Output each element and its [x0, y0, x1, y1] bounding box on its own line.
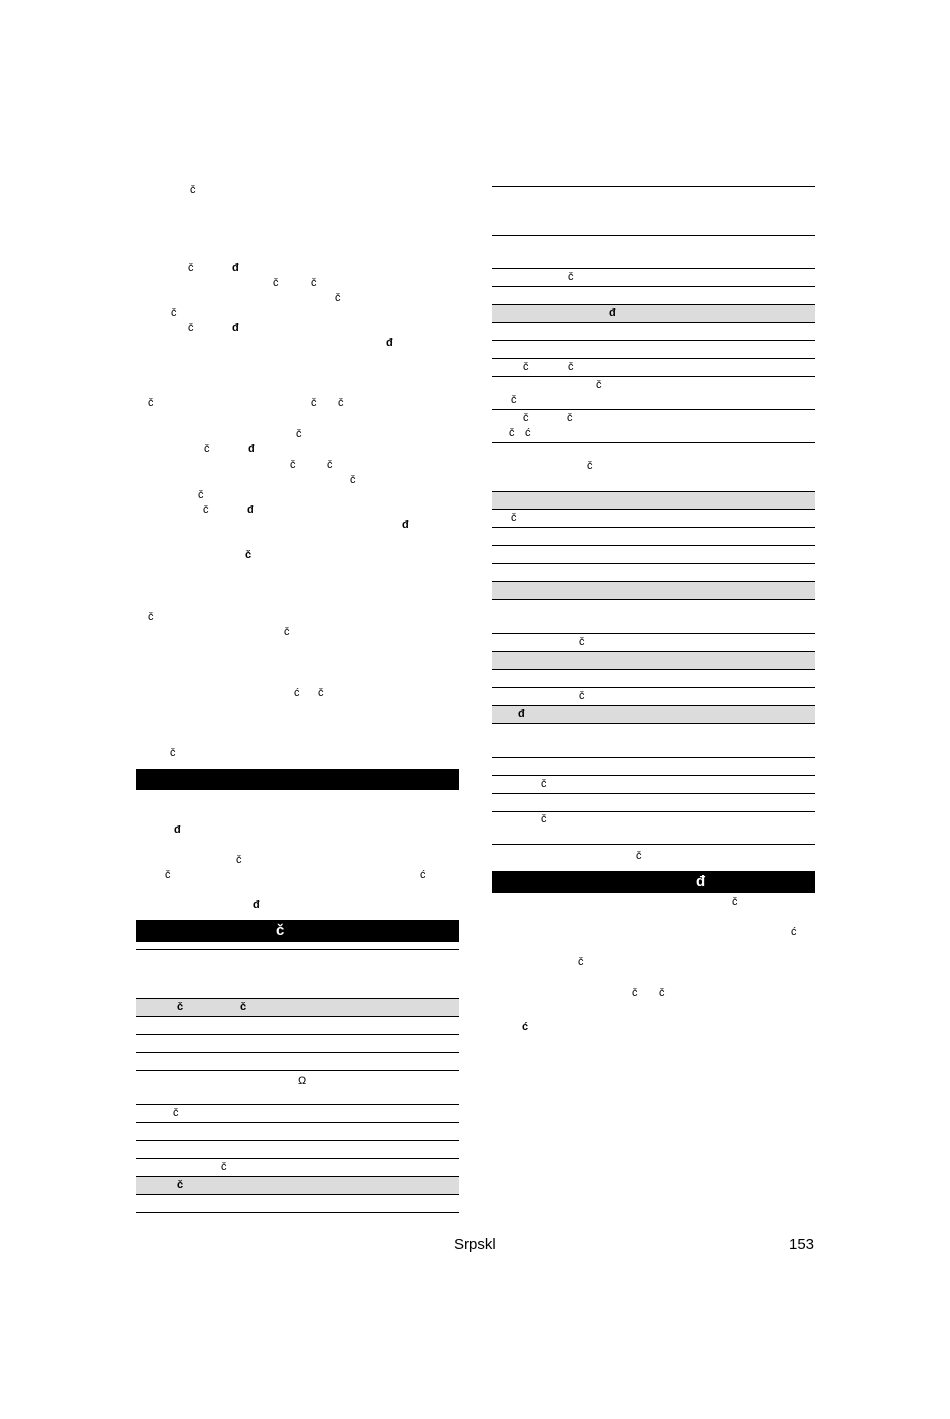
table-rule [136, 1034, 459, 1035]
table-rule [492, 304, 815, 305]
table-cell-glyph: č [596, 379, 602, 391]
table-cell-glyph: č [567, 412, 573, 424]
left-glyph: č [311, 277, 317, 289]
left-glyph: đ [232, 322, 239, 334]
table-rule [492, 527, 815, 528]
table-rule [492, 811, 815, 812]
table-rule [492, 545, 815, 546]
table-rule [492, 491, 815, 492]
left-glyph: č [188, 322, 194, 334]
table-cell-glyph: č [177, 1179, 184, 1191]
left-glyph: č [148, 611, 154, 623]
table-rule [492, 340, 815, 341]
table-rule [492, 844, 815, 845]
left-glyph: č [204, 443, 210, 455]
table-row-shaded [492, 652, 815, 669]
table-rule [136, 1194, 459, 1195]
table-cell-glyph: č [568, 361, 574, 373]
table-cell-glyph: Ω [298, 1075, 307, 1087]
left-glyph: č [273, 277, 279, 289]
left-glyph: č [165, 869, 171, 881]
section-heading: č [276, 922, 285, 939]
table-rule [136, 1122, 459, 1123]
right-glyph: č [632, 987, 638, 999]
table-cell-glyph: đ [518, 708, 525, 720]
table-cell-glyph: ć [525, 427, 531, 439]
left-glyph: č [296, 428, 302, 440]
table-cell-glyph: č [173, 1107, 179, 1119]
left-glyph: ć [420, 869, 426, 881]
left-glyph: č [190, 184, 196, 196]
left-glyph: č [203, 504, 209, 516]
left-glyph: č [170, 747, 176, 759]
right-glyph: č [659, 987, 665, 999]
table-rule [136, 1158, 459, 1159]
table-rule [492, 705, 815, 706]
left-glyph: đ [248, 443, 255, 455]
table-cell-glyph: č [509, 427, 515, 439]
table-rule [492, 599, 815, 600]
page-number: 153 [789, 1236, 815, 1253]
table-row-shaded [492, 305, 815, 322]
left-glyph: ć [294, 687, 300, 699]
table-rule [492, 286, 815, 287]
table-cell-glyph: č [541, 813, 547, 825]
table-rule [492, 793, 815, 794]
table-cell-glyph: č [511, 394, 517, 406]
left-glyph: đ [232, 262, 239, 274]
table-rule [136, 1052, 459, 1053]
left-glyph: č [245, 549, 252, 561]
table-row-shaded [492, 492, 815, 509]
table-rule [492, 268, 815, 269]
table-cell-glyph: č [541, 778, 547, 790]
table-rule [492, 442, 815, 443]
table-rule [492, 186, 815, 187]
left-glyph: đ [253, 899, 260, 911]
table-rule [136, 1070, 459, 1071]
right-glyph: č [578, 956, 584, 968]
section-header-bar [492, 871, 815, 893]
table-cell-glyph: č [523, 361, 529, 373]
table-rule [492, 409, 815, 410]
table-cell-glyph: đ [609, 307, 616, 319]
table-cell-glyph: č [579, 636, 585, 648]
left-glyph: č [350, 474, 356, 486]
left-glyph: đ [174, 824, 181, 836]
table-rule [492, 358, 815, 359]
table-cell-glyph: č [240, 1001, 247, 1013]
table-rule [492, 669, 815, 670]
left-glyph: đ [402, 519, 409, 531]
table-cell-glyph: č [636, 850, 642, 862]
table-cell-glyph: č [523, 412, 529, 424]
left-glyph: č [290, 459, 296, 471]
table-rule [492, 633, 815, 634]
left-glyph: č [236, 854, 242, 866]
table-rule [492, 581, 815, 582]
table-rule [492, 563, 815, 564]
left-glyph: đ [386, 337, 393, 349]
table-cell-glyph: č [568, 271, 574, 283]
table-row-shaded [136, 999, 459, 1016]
table-rule [136, 1140, 459, 1141]
left-glyph: č [148, 397, 154, 409]
left-glyph: č [318, 687, 324, 699]
table-rule [492, 651, 815, 652]
table-rule [492, 687, 815, 688]
table-rule [492, 775, 815, 776]
left-glyph: č [311, 397, 317, 409]
table-rule [136, 1016, 459, 1017]
table-rule [492, 723, 815, 724]
table-rule [136, 1212, 459, 1213]
table-rule [136, 1176, 459, 1177]
table-rule [136, 998, 459, 999]
left-glyph: č [327, 459, 333, 471]
section-header-bar [136, 769, 459, 790]
right-glyph: ć [791, 926, 797, 938]
table-cell-glyph: č [511, 512, 517, 524]
table-rule [136, 1104, 459, 1105]
left-glyph: č [338, 397, 344, 409]
right-glyph: č [732, 896, 738, 908]
left-glyph: č [335, 292, 341, 304]
right-glyph: č [587, 460, 593, 472]
table-row-shaded [136, 1177, 459, 1194]
table-rule [492, 757, 815, 758]
section-heading: đ [696, 873, 706, 890]
section-header-bar [136, 920, 459, 942]
footer-language: Srpskl [454, 1236, 496, 1253]
left-glyph: č [198, 489, 204, 501]
left-glyph: đ [247, 504, 254, 516]
table-rule [136, 949, 459, 950]
table-cell-glyph: č [177, 1001, 184, 1013]
table-rule [492, 509, 815, 510]
table-rule [492, 235, 815, 236]
left-glyph: č [188, 262, 194, 274]
right-glyph: ć [522, 1021, 529, 1033]
table-row-shaded [492, 582, 815, 599]
table-row-shaded [492, 706, 815, 723]
table-cell-glyph: č [221, 1161, 227, 1173]
table-cell-glyph: č [579, 690, 585, 702]
left-glyph: č [171, 307, 177, 319]
left-glyph: č [284, 626, 290, 638]
table-rule [492, 322, 815, 323]
table-rule [492, 376, 815, 377]
